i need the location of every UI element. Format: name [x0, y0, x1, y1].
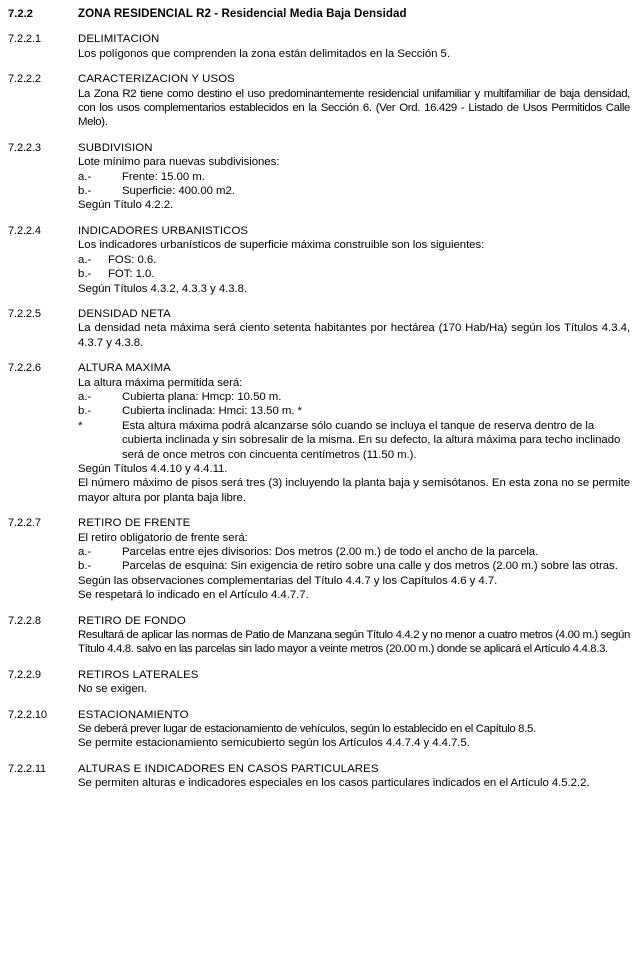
- section-number: 7.2.2.5: [8, 307, 41, 320]
- section-heading: ALTURA MAXIMA: [78, 362, 171, 375]
- spacer: [0, 130, 642, 141]
- spacer: [0, 505, 642, 516]
- list-item-text: Parcelas entre ejes divisorios: Dos metros (2.00 m.) de todo el ancho de la parcela.: [122, 546, 539, 558]
- list-item: [78, 184, 630, 198]
- section-intro: El retiro obligatorio de frente será:: [78, 531, 248, 544]
- section-heading: RETIRO DE FONDO: [78, 614, 186, 627]
- section-intro: La altura máxima permitida será:: [78, 376, 243, 389]
- section-retiro-frente: [0, 516, 642, 602]
- section-caracterizacion: [0, 72, 642, 130]
- list-item-label: b.-: [78, 560, 92, 573]
- list-item: [78, 545, 630, 559]
- section-retiros-laterales: [0, 668, 642, 697]
- section-footer-titulos: Según Títulos 4.4.10 y 4.4.11.: [78, 462, 228, 475]
- section-intro: Los indicadores urbanísticos de superficie máxima construible son los siguientes:: [78, 239, 485, 252]
- list-item-label: a.-: [78, 170, 92, 183]
- spacer: [0, 213, 642, 224]
- list-item-text: Parcelas de esquina: Sin exigencia de retiro sobre una calle y dos metros (2.00 m.) sobre las otras.: [122, 560, 618, 573]
- section-paragraph: La Zona R2 tiene como destino el uso predominantemente residencial unifamiliar y multifamiliar de baja densidad, con los usos complementarios establecidos en la Sección 6. (Ver Ord. 16.429 - Listado de Usos Permitidos Calle Melo).: [78, 87, 630, 129]
- list-item-text: Superficie: 400.00 m2.: [122, 185, 235, 198]
- spacer: [0, 751, 642, 762]
- list-item-label: a.-: [78, 390, 92, 403]
- list-item: [78, 390, 630, 404]
- list-item: [78, 267, 630, 281]
- section-heading: DENSIDAD NETA: [78, 307, 171, 320]
- section-number: 7.2.2.7: [8, 517, 41, 530]
- section-subdivision: [0, 141, 642, 213]
- section-heading: SUBDIVISION: [78, 141, 153, 154]
- section-footer-observaciones: Según las observaciones complementarias del Título 4.4.7 y los Capítulos 4.6 y 4.7.: [78, 574, 498, 587]
- list-item: [78, 559, 630, 573]
- document-title-row: [0, 7, 642, 21]
- spacer: [0, 61, 642, 72]
- list-item: [78, 170, 630, 184]
- section-number: 7.2.2.4: [8, 224, 41, 237]
- section-number: 7.2.2.3: [8, 141, 41, 154]
- top-spacer: [0, 0, 642, 7]
- spacer: [0, 697, 642, 708]
- section-heading: RETIROS LATERALES: [78, 668, 199, 681]
- list-item-label: b.-: [78, 405, 92, 418]
- section-alturas-particulares: [0, 762, 642, 791]
- section-altura-maxima: [0, 361, 642, 505]
- section-paragraph-semicubierto: Se permite estacionamiento semicubierto según los Artículos 4.4.7.4 y 4.4.7.5.: [78, 737, 470, 750]
- section-heading: ALTURAS E INDICADORES EN CASOS PARTICULARES: [78, 762, 379, 775]
- section-delimitacion: [0, 32, 642, 61]
- section-number: 7.2.2.8: [8, 614, 41, 627]
- section-paragraph: Los polígonos que comprenden la zona están delimitados en la Sección 5.: [78, 47, 450, 60]
- list-item-label: a.-: [78, 253, 92, 266]
- list-item: [78, 404, 630, 418]
- list-item-label: b.-: [78, 268, 92, 281]
- section-paragraph: Resultará de aplicar las normas de Patio de Manzana según Título 4.4.2 y no menor a cuatro metros (4.00 m.) según Título 4.4.8. salvo en las parcelas sin lado mayor a veinte metros (20.00 m.) donde se aplicará el Artículo 4.4.8.3.: [78, 629, 630, 656]
- list-item-label: b.-: [78, 185, 92, 198]
- section-footer: Según Título 4.2.2.: [78, 199, 174, 212]
- spacer: [0, 296, 642, 307]
- list-item-text: Cubierta inclinada: Hmci: 13.50 m. *: [122, 405, 302, 418]
- footnote-text: Esta altura máxima podrá alcanzarse sólo cuando se incluya el tanque de reserva dentro de la cubierta inclinada y sin sobresalir de la misma. En su defecto, la altura máxima para techo inclinado será de once metros con cincuenta centímetros (11.50 m.).: [122, 419, 621, 461]
- section-retiro-fondo: [0, 614, 642, 657]
- list-item-text: FOT: 1.0.: [108, 268, 155, 281]
- spacer: [0, 350, 642, 361]
- list-item-label: a.-: [78, 546, 92, 558]
- section-footer-articulo: Se respetará lo indicado en el Artículo 4.4.7.7.: [78, 589, 309, 602]
- footnote-marker: *: [78, 419, 83, 432]
- section-footer-pisos: El número máximo de pisos será tres (3) incluyendo la planta baja y semisótanos. En esta zona no se permite mayor altura por planta baja libre.: [78, 477, 630, 504]
- document-title-number: 7.2.2: [8, 8, 33, 20]
- section-densidad: [0, 307, 642, 350]
- section-intro: Lote mínimo para nuevas subdivisiones:: [78, 156, 280, 169]
- list-item-text: Cubierta plana: Hmcp: 10.50 m.: [122, 390, 282, 403]
- section-number: 7.2.2.10: [8, 708, 47, 721]
- document-title-text: ZONA RESIDENCIAL R2 - Residencial Media Baja Densidad: [78, 7, 407, 20]
- section-heading: RETIRO DE FRENTE: [78, 517, 191, 530]
- section-heading: ESTACIONAMIENTO: [78, 708, 189, 721]
- spacer: [0, 21, 642, 32]
- list-item-text: FOS: 0.6.: [108, 253, 157, 266]
- section-heading: INDICADORES URBANISTICOS: [78, 224, 249, 237]
- section-number: 7.2.2.1: [8, 33, 41, 46]
- section-heading: CARACTERIZACION Y USOS: [78, 73, 235, 86]
- spacer: [0, 603, 642, 614]
- section-number: 7.2.2.2: [8, 73, 41, 86]
- section-paragraph: No se exigen.: [78, 683, 148, 696]
- spacer: [0, 657, 642, 668]
- section-footer: Según Títulos 4.3.2, 4.3.3 y 4.3.8.: [78, 282, 248, 295]
- section-paragraph-capitulo: Se deberá prever lugar de estacionamiento de vehículos, según lo establecido en el Capítulo 8.5.: [78, 723, 536, 736]
- list-item-text: Frente: 15.00 m.: [122, 170, 205, 183]
- section-paragraph: La densidad neta máxima será ciento setenta habitantes por hectárea (170 Hab/Ha) según los Títulos 4.3.4, 4.3.7 y 4.3.8.: [78, 322, 630, 349]
- footnote-item: [78, 419, 630, 462]
- list-item: [78, 253, 630, 267]
- section-number: 7.2.2.11: [8, 762, 47, 775]
- section-estacionamiento: [0, 708, 642, 751]
- section-paragraph: Se permiten alturas e indicadores especiales en los casos particulares indicados en el Artículo 4.5.2.2.: [78, 777, 590, 790]
- section-heading: DELIMITACION: [78, 33, 160, 46]
- section-number: 7.2.2.9: [8, 668, 41, 681]
- section-number: 7.2.2.6: [8, 362, 41, 375]
- section-indicadores: [0, 224, 642, 296]
